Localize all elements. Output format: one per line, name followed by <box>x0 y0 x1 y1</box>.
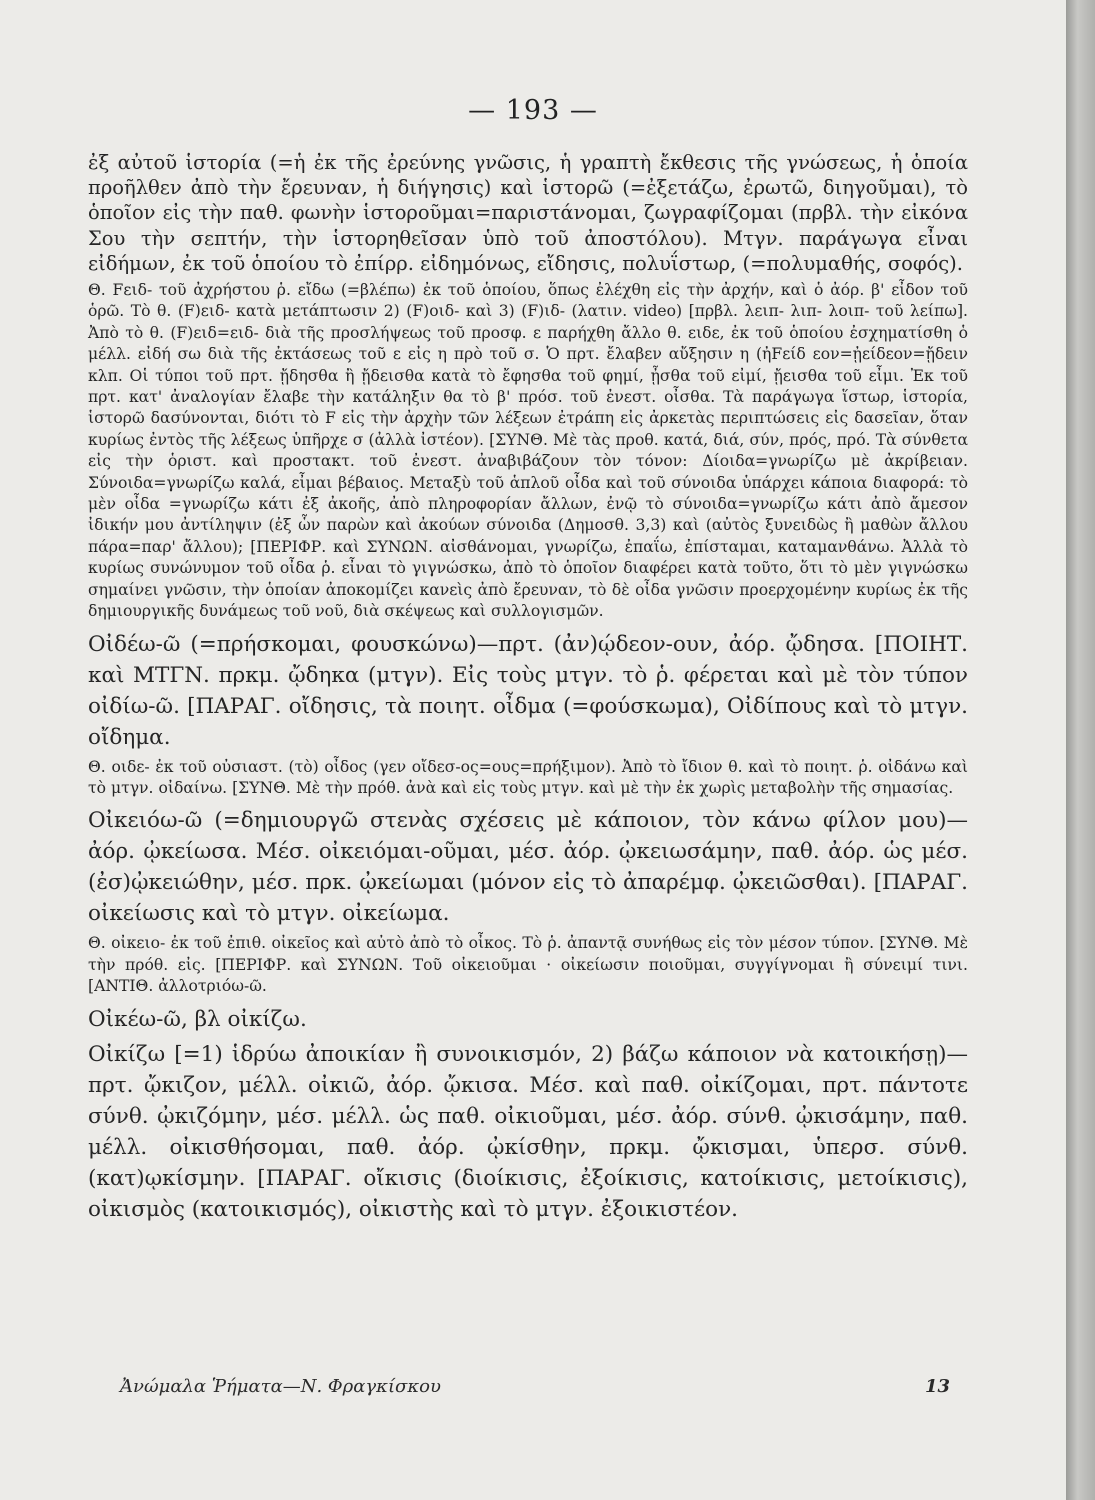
entry-oikeioo: Οἰκειόω-ῶ (=δημιουργῶ στενὰς σχέσεις μὲ κάποιον, τὸν κάνω φίλον μου)—ἀόρ. ᾠκείωσα. Μέσ. οἰκειόμαι-οῦμαι, μέσ. ἀόρ. ᾠκειωσάμην, παθ. ἀόρ. ὡς μέσ. (ἐσ)ᾠκειώθην, μέσ. πρκ. ᾠκείωμαι (μόνον εἰς τὸ ἀπαρέμφ. ᾠκειῶσθαι). [ΠΑΡΑΓ. οἰκείωσις καὶ τὸ μτγν. οἰκείωμα. <box>88 808 968 927</box>
page-number: — 193 — <box>468 95 598 126</box>
dictionary-content <box>88 150 968 1225</box>
entry-oikizo: Οἰκίζω [=1) ἱδρύω ἀποικίαν ἢ συνοικισμόν, 2) βάζω κάποιον νὰ κατοικήσῃ)—πρτ. ᾤκιζον, μέλλ. οἰκιῶ, ἀόρ. ᾤκισα. Μέσ. καὶ παθ. οἰκίζομαι, πρτ. πάντοτε σύνθ. ᾠκιζόμην, μέσ. μέλλ. ὡς παθ. οἰκιοῦμαι, μέσ. ἀόρ. σύνθ. ᾠκισάμην, παθ. μέλλ. οἰκισθήσομαι, παθ. ἀόρ. ᾠκίσθην, πρκμ. ᾤκισμαι, ὑπερσ. σύνθ. (κατ)ῳκίσμην. [ΠΑΡΑΓ. οἴκισις (διοίκισις, ἐξοίκισις, κατοίκισις, μετοίκισις), οἰκισμὸς (κατοικισμός), οἰκιστὴς καὶ τὸ μτγν. ἐξοικιστέον. <box>88 1041 968 1222</box>
footer-book-title: Ἀνώμαλα Ῥήματα—Ν. Φραγκίσκου <box>120 1376 441 1397</box>
page-footer <box>120 1376 950 1400</box>
page-edge <box>1066 0 1095 1500</box>
theme-note-eid: Θ. Fειδ- τοῦ ἀχρήστου ῥ. εἴδω (=βλέπω) ἐκ τοῦ ὁποίου, ὅπως ἐλέχθη εἰς τὴν ἀρχήν, καὶ ὁ ἀόρ. β' εἶδον τοῦ ὁρῶ. Τὸ θ. (F)ειδ- κατὰ μετάπτωσιν 2) (F)οιδ- καὶ 3) (F)ιδ- (λατιν. video) [πρβλ. λειπ- λιπ- λοιπ- τοῦ λείπω]. Ἀπὸ τὸ θ. (F)ειδ=ειδ- διὰ τῆς προσλήψεως τοῦ προσφ. ε παρήχθη ἄλλο θ. ειδε, ἐκ τοῦ ὁποίου ἐσχηματίσθη ὁ μέλλ. εἰδή σω διὰ τῆς ἐκτάσεως τοῦ ε εἰς η πρὸ τοῦ σ. Ὁ πρτ. ἔλαβεν αὔξησιν η (ἠFείδ εον=ᾐείδεον=ᾔδειν κλπ. Οἱ τύποι τοῦ πρτ. ᾔδησθα ἢ ᾔδεισθα κατὰ τὸ ἔφησθα τοῦ φημί, ᾖσθα τοῦ εἰμί, ᾔεισθα τοῦ εἶμι. Ἐκ τοῦ πρτ. κατ' ἀναλογίαν ἔλαβε τὴν κατάληξιν θα τὸ β' πρόσ. τοῦ ἐνεστ. οἶσθα. Τὰ παράγωγα ἵστωρ, ἱστορία, ἱστορῶ δασύνονται, διότι τὸ F εἰς τὴν ἀρχὴν τῶν λέξεων ἐτράπη εἰς ἀρκετὰς περιπτώσεις εἰς δασεῖαν, ὅταν κυρίως ἐντὸς τῆς λέξεως ὑπῆρχε σ (ἀλλὰ ἰστέον). [ΣΥΝΘ. Μὲ τὰς προθ. κατά, διά, σύν, πρός, πρό. Τὰ σύνθετα εἰς τὴν ὁριστ. καὶ προστακτ. τοῦ ἐνεστ. ἀναβιβάζουν τὸν τόνον: Δίοιδα=γνωρίζω μὲ ἀκρίβειαν. Σύνοιδα=γνωρίζω καλά, εἶμαι βέβαιος. Μεταξὺ τοῦ ἁπλοῦ οἶδα καὶ τοῦ σύνοιδα ὑπάρχει κάποια διαφορά: τὸ μὲν οἶδα =γνωρίζω κάτι ἐξ ἀκοῆς, ἀπὸ πληροφορίαν ἄλλων, ἐνῷ τὸ σύνοιδα=γνωρίζω κάτι ἀπὸ ἄμεσον ἰδικήν μου ἀντίληψιν (ἐξ ὧν παρὼν καὶ ἀκούων σύνοιδα (Δημοσθ. 3,3) καὶ (αὐτὸς ξυνειδὼς ἢ μαθὼν ἄλλου πάρα=παρ' ἄλλου); [ΠΕΡΙΦΡ. καὶ ΣΥΝΩΝ. αἰσθάνομαι, γνωρίζω, ἐπαΐω, ἐπίσταμαι, καταμανθάνω. Ἀλλὰ τὸ κυρίως συνώνυμον τοῦ οἶδα ῥ. εἶναι τὸ γιγνώσκω, ἀπὸ τὸ ὁποῖον διαφέρει κατὰ τοῦτο, ὅτι τὸ μὲν γιγνώσκω σημαίνει γνῶσιν, τὴν ὁποίαν ἀποκομίζει κανεὶς ἀπὸ ἔρευναν, τὸ δὲ οἶδα γνῶσιν προερχομένην κυρίως ἐκ τῆς δημιουργικῆς δυνάμεως τοῦ νοῦ, διὰ σκέψεως καὶ συλλογισμῶν. <box>88 281 968 621</box>
footer-signature-mark: 13 <box>924 1376 950 1397</box>
theme-note-oide: Θ. οιδε- ἐκ τοῦ οὐσιαστ. (τὸ) οἶδος (γεν οἴδεσ-ος=ους=πρήξιμον). Ἀπὸ τὸ ἴδιον θ. καὶ τὸ ποιητ. ῥ. οἰδάνω καὶ τὸ μτγν. οἰδαίνω. [ΣΥΝΘ. Μὲ τὴν πρόθ. ἀνὰ καὶ εἰς τοὺς μτγν. καὶ μὲ τὴν ἐκ χωρὶς μεταβολὴν τῆς σημασίας. <box>88 757 968 797</box>
entry-oikeo: Οἰκέω-ῶ, βλ οἰκίζω. <box>88 1006 307 1032</box>
entry-oideo: Οἰδέω-ῶ (=πρήσκομαι, φουσκώνω)—πρτ. (ἀν)ῴδεον-ουν, ἀόρ. ᾤδησα. [ΠΟΙΗΤ. καὶ ΜΤΓΝ. πρκμ. ᾤδηκα (μτγν). Εἰς τοὺς μτγν. τὸ ῥ. φέρεται καὶ μὲ τὸν τύπον οἰδίω-ῶ. [ΠΑΡΑΓ. οἴδησις, τὰ ποιητ. οἶδμα (=φούσκωμα), Οἰδίπους καὶ τὸ μτγν. οἴδημα. <box>88 631 968 750</box>
paragraph-istoria: ἐξ αὐτοῦ ἱστορία (=ἡ ἐκ τῆς ἐρεύνης γνῶσις, ἡ γραπτὴ ἔκθεσις τῆς γνώσεως, ἡ ὁποία προῆλθεν ἀπὸ τὴν ἔρευναν, ἡ διήγησις) καὶ ἱστορῶ (=ἐξετάζω, ἐρωτῶ, διηγοῦμαι), τὸ ὁποῖον εἰς τὴν παθ. φωνὴν ἱστοροῦμαι=παριστάνομαι, ζωγραφίζομαι (πρβλ. τὴν εἰκόνα Σου τὴν σεπτήν, τὴν ἱστορηθεῖσαν ὑπὸ τοῦ ἀποστόλου). Μτγν. παράγωγα εἶναι εἰδήμων, ἐκ τοῦ ὁποίου τὸ ἐπίρρ. εἰδημόνως, εἴδησις, πολυΐστωρ, (=πολυμαθής, σοφός). <box>88 151 968 275</box>
theme-note-oikeio: Θ. οἰκειο- ἐκ τοῦ ἐπιθ. οἰκεῖος καὶ αὐτὸ ἀπὸ τὸ οἶκος. Τὸ ῥ. ἀπαντᾷ συνήθως εἰς τὸν μέσον τύπον. [ΣΥΝΘ. Μὲ τὴν πρόθ. εἰς. [ΠΕΡΙΦΡ. καὶ ΣΥΝΩΝ. Τοῦ οἰκειοῦμαι · οἰκείωσιν ποιοῦμαι, συγγίγνομαι ἢ σύνειμί τινι. [ΑΝΤΙΘ. ἀλλοτριόω-ῶ. <box>88 934 968 996</box>
